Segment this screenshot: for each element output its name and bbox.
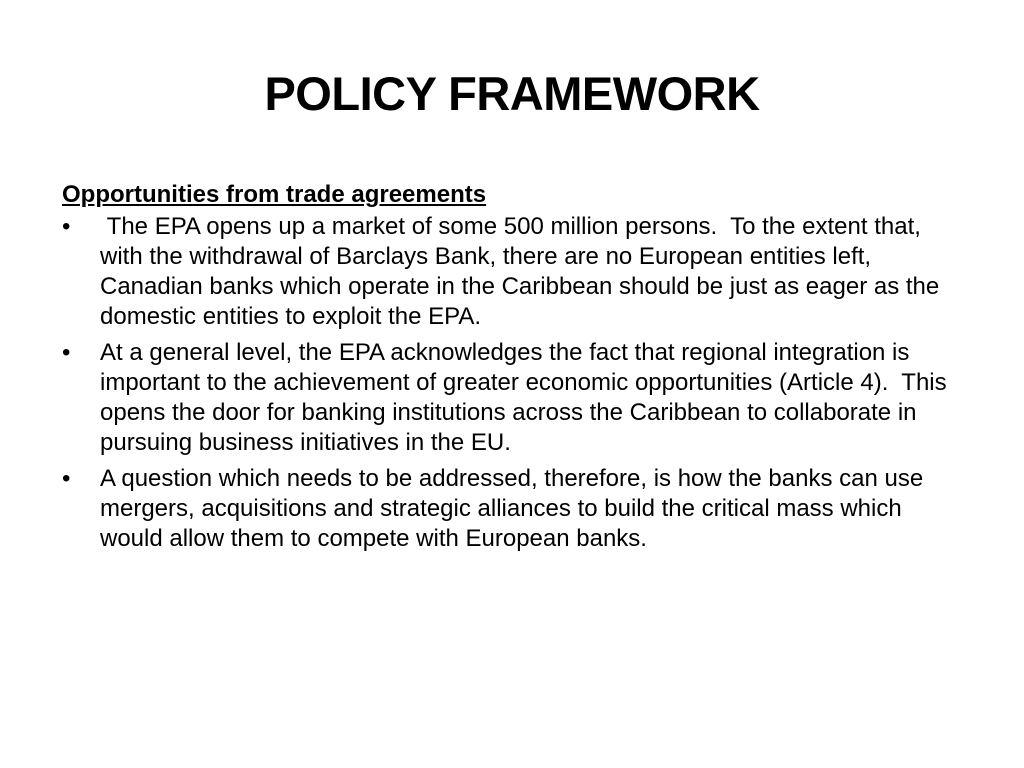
bullet-item <box>62 338 967 458</box>
section-subheading: Opportunities from trade agreements <box>62 181 487 208</box>
bullet-item <box>62 464 967 554</box>
bullet-icon: • <box>62 339 71 366</box>
slide-title: POLICY FRAMEWORK <box>264 67 760 120</box>
bullet-icon: • <box>62 213 71 240</box>
slide-body <box>62 180 967 560</box>
bullet-item <box>62 212 967 332</box>
bullet-icon: • <box>62 465 71 492</box>
bullet-text: At a general level, the EPA acknowledges the fact that regional integration is important to the achievement of greater economic opportunities (Article 4). This opens the door for banking institutions across the Caribbean to collaborate in pursuing business initiatives in the EU. <box>100 339 954 456</box>
bullet-list <box>62 212 967 554</box>
bullet-text: The EPA opens up a market of some 500 million persons. To the extent that, with the withdrawal of Barclays Bank, there are no European entities left, Canadian banks which operate in the Caribbean should be just as eager as the domestic entities to exploit the EPA. <box>100 213 946 330</box>
bullet-text: A question which needs to be addressed, therefore, is how the banks can use mergers, acquisitions and strategic alliances to build the critical mass which would allow them to compete with European banks. <box>100 465 930 552</box>
